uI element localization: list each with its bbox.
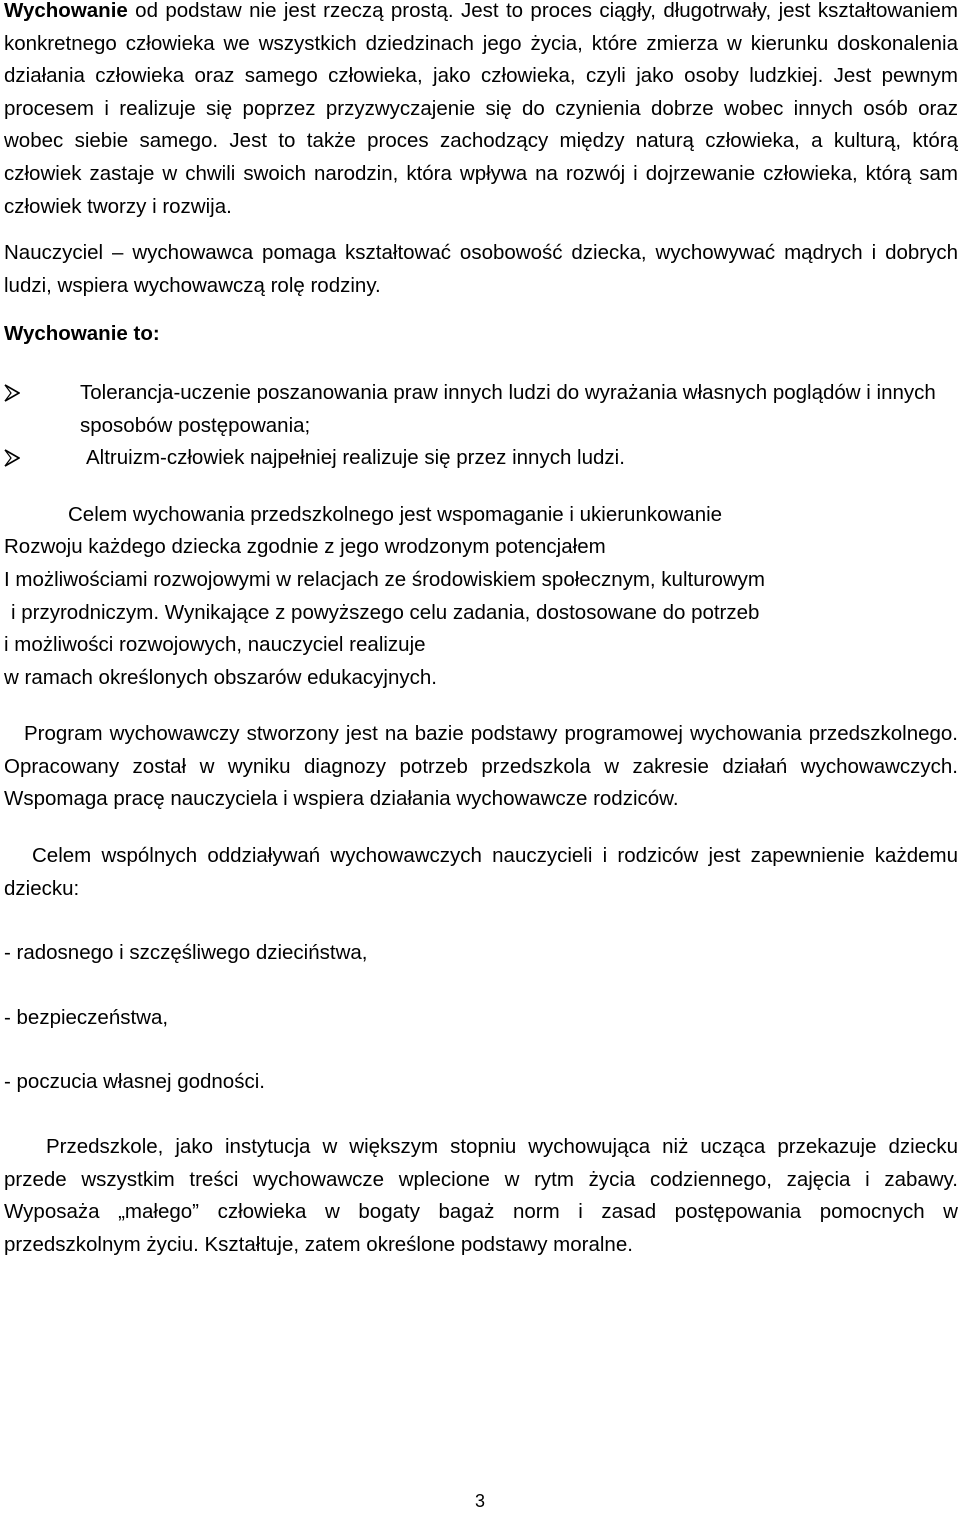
program-text: Program wychowawczy stworzony jest na bazie podstawy programowej wychowania przedszkolnego. Opracowany został w wyniku diagnozy potrzeb przedszkola w zakresie działań wychowawczych. Wspomaga pracę nauczyciela i wspiera działania wychowawcze rodziców. [4,722,958,811]
intro-paragraph [4,0,958,223]
bullet-text: Tolerancja-uczenie poszanowania praw innych ludzi do wyrażania własnych poglądów i innych sposobów postępowania; [80,380,936,437]
aims-line: Rozwoju każdego dziecka zgodnie z jego wrodzonym potencjałem [4,535,606,559]
bullet-item-tolerance [4,377,958,442]
page-number: 3 [474,1491,485,1511]
intro-lead-bold: Wychowanie [4,0,128,22]
dash-item-dignity: - poczucia własnej godności. [4,1070,265,1094]
intro-text: od podstaw nie jest rzeczą prostą. Jest to proces ciągły, długotrwały, jest kształtowaniem konkretnego człowieka we wszystkich dziedzinach jego życia, które zmierza w kierunku doskonalenia działania człowieka oraz samego człowieka, jako człowieka, czyli jako osoby ludzkiej. Jest pewnym procesem i realizuje się poprzez przyzwyczajenie się do czynienia dobrze wobec innych osób oraz wobec siebie samego. Jest to także proces zachodzący między naturą człowieka, a kulturą, którą człowiek zastaje w chwili swoich narodzin, która wpływa na rozwój i dojrzewanie człowieka, którą sam człowiek tworzy i rozwija. [4,0,958,218]
dash-item-safety: - bezpieczeństwa, [4,1005,169,1029]
aims-line: i przyrodniczym. Wynikające z powyższego celu zadania, dostosowane do potrzeb [11,600,760,624]
bullet-text: Altruizm-człowiek najpełniej realizuje się przez innych ludzi. [86,446,625,470]
teacher-paragraph: Nauczyciel – wychowawca pomaga kształtować osobowość dziecka, wychowywać mądrych i dobrych ludzi, wspiera wychowawczą rolę rodziny. [4,241,958,297]
common-aim-paragraph [4,840,958,905]
dash-item-childhood: - radosnego i szczęśliwego dzieciństwa, [4,941,368,965]
document-page [4,0,958,1261]
section-heading: Wychowanie to: [4,322,160,346]
arrowhead-bullet-icon [4,377,22,409]
aims-line: Celem wychowania przedszkolnego jest wspomaganie i ukierunkowanie [68,502,723,526]
aims-line: I możliwościami rozwojowymi w relacjach ze środowiskiem społecznym, kulturowym [4,567,765,591]
arrowhead-bullet-icon [4,442,22,474]
common-aim-text: Celem wspólnych oddziaływań wychowawczych nauczycieli i rodziców jest zapewnienie każdemu dziecku: [4,844,958,900]
aims-block [4,499,958,695]
program-paragraph [4,718,958,816]
aims-line: w ramach określonych obszarów edukacyjnych. [4,665,437,689]
preschool-paragraph [4,1131,958,1261]
bullet-list [4,377,958,475]
bullet-item-altruism [4,442,958,475]
preschool-text: Przedszkole, jako instytucja w większym stopniu wychowująca niż ucząca przekazuje dziecku przede wszystkim treści wychowawcze wplecione w rytm życia codziennego, zajęcia i zabawy. Wyposaża „małego” człowieka w bogaty bagaż norm i zasad postępowania pomocnych w przedszkolnym życiu. Kształtuje, zatem określone podstawy moralne. [4,1135,958,1256]
aims-line: i możliwości rozwojowych, nauczyciel realizuje [4,633,426,657]
